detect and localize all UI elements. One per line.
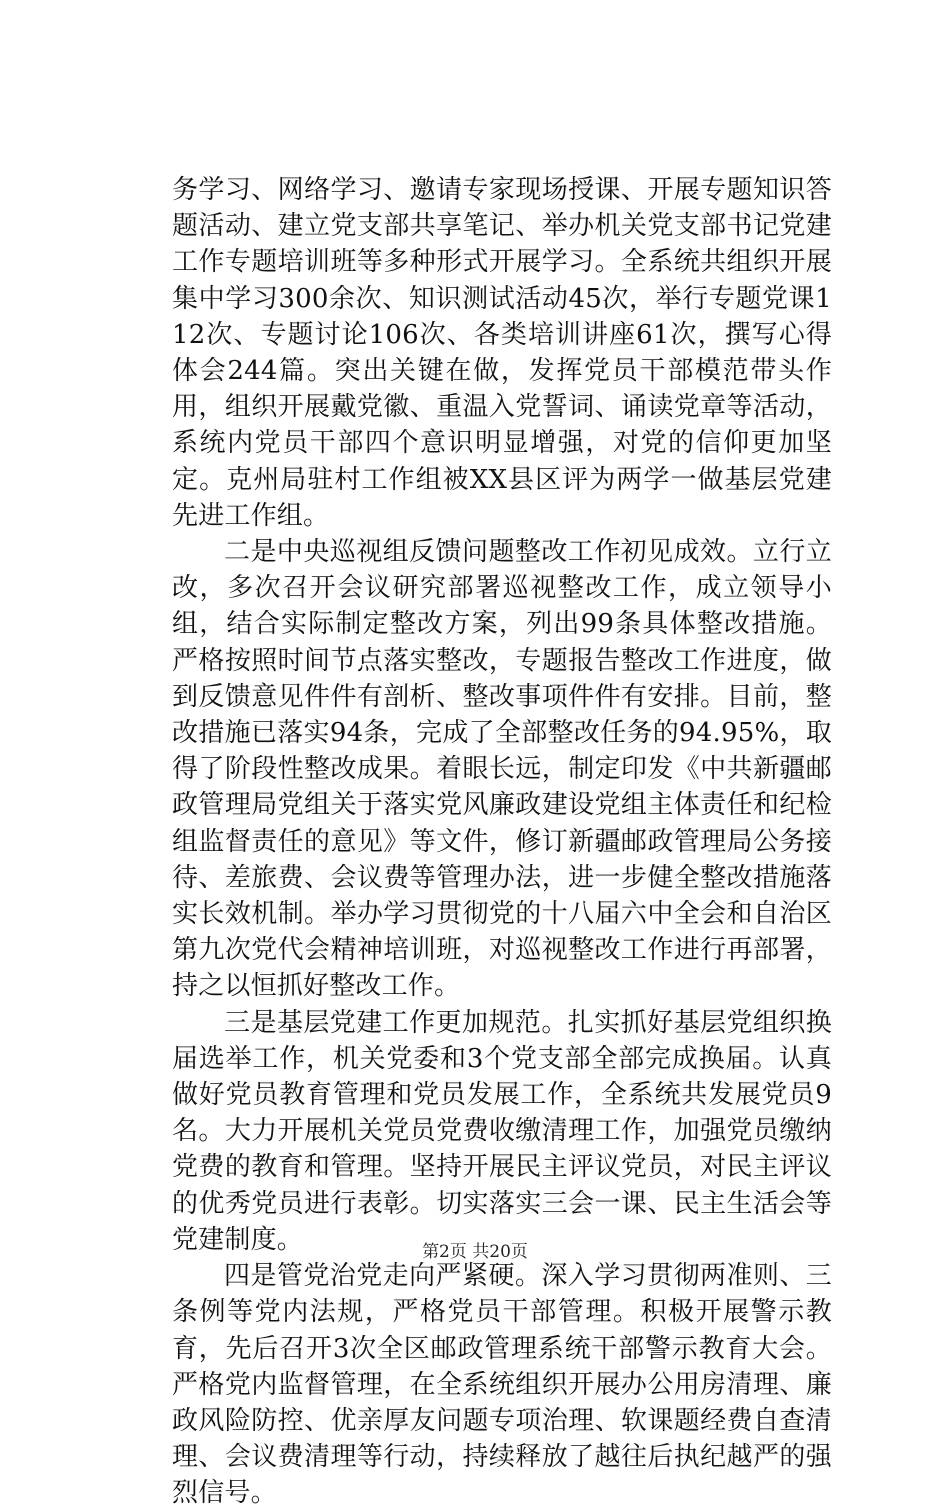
page-number-footer: 第2页 共20页 <box>422 1242 528 1262</box>
paragraph-study-activities: 务学习、网络学习、邀请专家现场授课、开展专题知识答题活动、建立党支部共享笔记、举办机关党支部书记党建工作专题培训班等多种形式开展学习。全系统共组织开展集中学习300余次、知识测试活动45次，举行专题党课112次、专题讨论106次、各类培训讲座61次，撰写心得体会244篇。突出关键在做，发挥党员干部模范带头作用，组织开展戴党徽、重温入党誓词、诵读党章等活动，系统内党员干部四个意识明显增强，对党的信仰更加坚定。克州局驻村工作组被XX县区评为两学一做基层党建先进工作组。 <box>172 175 832 531</box>
paragraph-strict-party-governance: 四是管党治党走向严紧硬。深入学习贯彻两准则、三条例等党内法规，严格党员干部管理。积极开展警示教育，先后召开3次全区邮政管理系统干部警示教育大会。严格党内监督管理，在全系统组织开展办公用房清理、廉政风险防控、优亲厚友问题专项治理、软课题经费自查清理、会议费清理等行动，持续释放了越往后执纪越严的强烈信号。 <box>172 1261 832 1509</box>
paragraph-inspection-rectification: 二是中央巡视组反馈问题整改工作初见成效。立行立改，多次召开会议研究部署巡视整改工作，成立领导小组，结合实际制定整改方案，列出99条具体整改措施。严格按照时间节点落实整改，专题报告整改工作进度，做到反馈意见件件有剖析、整改事项件件有安排。目前，整改措施已落实94条，完成了全部整改任务的94.95%，取得了阶段性整改成果。着眼长远，制定印发《中共新疆邮政管理局党组关于落实党风廉政建设党组主体责任和纪检组监督责任的意见》等文件，修订新疆邮政管理局公务接待、差旅费、会议费等管理办法，进一步健全整改措施落实长效机制。举办学习贯彻党的十八届六中全会和自治区第九次党代会精神培训班，对巡视整改工作进行再部署，持之以恒抓好整改工作。 <box>172 537 832 1002</box>
document-body <box>172 172 832 1512</box>
paragraph-grassroots-party-building: 三是基层党建工作更加规范。扎实抓好基层党组织换届选举工作，机关党委和3个党支部全部完成换届。认真做好党员教育管理和党员发展工作，全系统共发展党员9名。大力开展机关党员党费收缴清理工作，加强党员缴纳党费的教育和管理。坚持开展民主评议党员，对民主评议的优秀党员进行表彰。切实落实三会一课、民主生活会等党建制度。 <box>172 1007 832 1255</box>
